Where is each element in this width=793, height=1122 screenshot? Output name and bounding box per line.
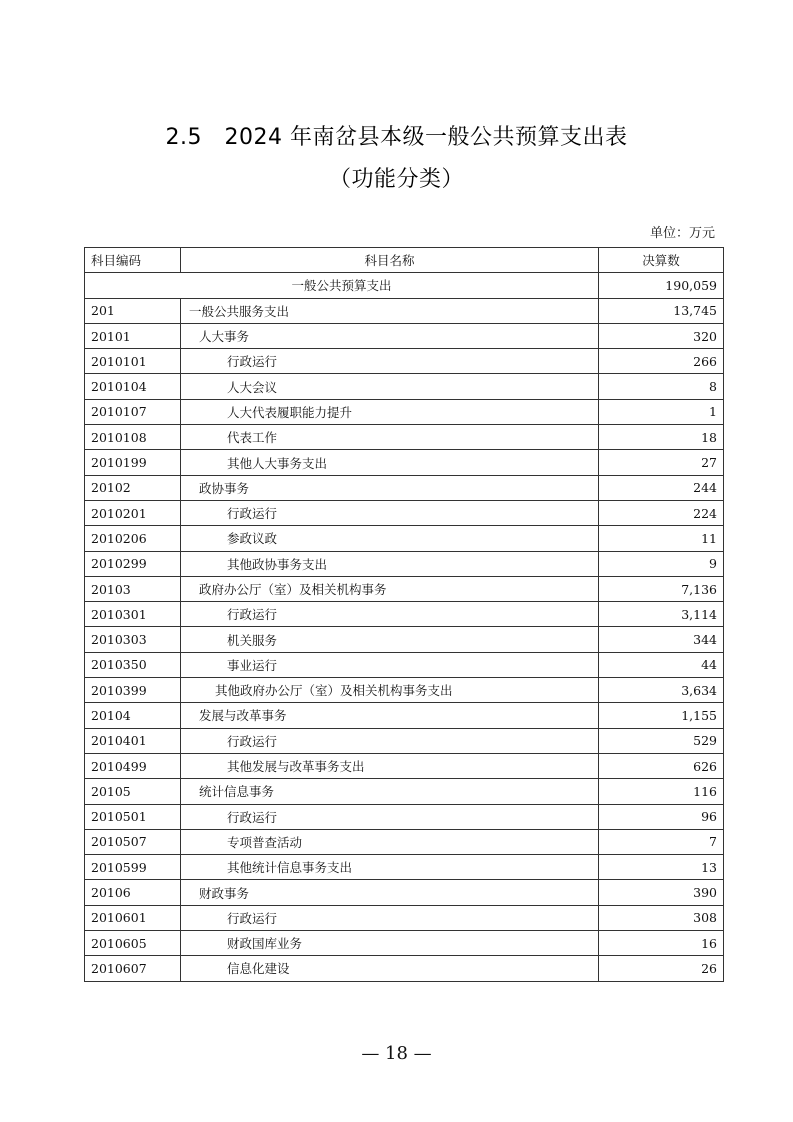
row-name: 行政运行 (181, 804, 599, 829)
row-value: 3,114 (599, 602, 724, 627)
row-value: 96 (599, 804, 724, 829)
row-value: 11 (599, 526, 724, 551)
table-row (85, 804, 724, 829)
row-name: 人大事务 (181, 323, 599, 348)
table-row (85, 576, 724, 601)
row-value: 44 (599, 652, 724, 677)
table-row (85, 425, 724, 450)
table-row (85, 956, 724, 981)
row-code: 2010206 (85, 526, 181, 551)
table-row (85, 855, 724, 880)
table-row (85, 298, 724, 323)
row-name: 人大会议 (181, 374, 599, 399)
row-name: 其他政协事务支出 (181, 551, 599, 576)
row-value: 1 (599, 399, 724, 424)
row-code: 20105 (85, 779, 181, 804)
row-value: 7 (599, 829, 724, 854)
row-name: 发展与改革事务 (181, 703, 599, 728)
row-code: 2010201 (85, 500, 181, 525)
row-value: 13,745 (599, 298, 724, 323)
row-name: 行政运行 (181, 500, 599, 525)
row-name: 其他政府办公厅（室）及相关机构事务支出 (181, 678, 599, 703)
table-row (85, 905, 724, 930)
row-code: 2010350 (85, 652, 181, 677)
table-row (85, 526, 724, 551)
row-value: 16 (599, 931, 724, 956)
budget-table (84, 247, 724, 982)
row-name: 代表工作 (181, 425, 599, 450)
row-name: 行政运行 (181, 728, 599, 753)
table-row (85, 627, 724, 652)
row-value: 224 (599, 500, 724, 525)
row-value: 266 (599, 349, 724, 374)
row-code: 201 (85, 298, 181, 323)
row-code: 2010401 (85, 728, 181, 753)
total-name: 一般公共预算支出 (85, 273, 599, 298)
page-subtitle: （功能分类） (328, 167, 464, 192)
unit-label: 单位：万元 (649, 226, 715, 241)
table-row (85, 728, 724, 753)
row-code: 2010605 (85, 931, 181, 956)
row-value: 8 (599, 374, 724, 399)
row-value: 308 (599, 905, 724, 930)
table-row (85, 779, 724, 804)
table-row (85, 652, 724, 677)
table-row (85, 475, 724, 500)
row-name: 统计信息事务 (181, 779, 599, 804)
row-code: 2010199 (85, 450, 181, 475)
row-code: 2010104 (85, 374, 181, 399)
row-name: 一般公共服务支出 (181, 298, 599, 323)
table-row (85, 323, 724, 348)
row-name: 事业运行 (181, 652, 599, 677)
row-code: 2010501 (85, 804, 181, 829)
row-name: 其他发展与改革事务支出 (181, 753, 599, 778)
row-name: 财政国库业务 (181, 931, 599, 956)
row-value: 27 (599, 450, 724, 475)
header-value: 决算数 (599, 248, 724, 273)
row-name: 行政运行 (181, 905, 599, 930)
row-value: 116 (599, 779, 724, 804)
row-value: 529 (599, 728, 724, 753)
row-name: 其他人大事务支出 (181, 450, 599, 475)
row-value: 344 (599, 627, 724, 652)
row-value: 390 (599, 880, 724, 905)
table-row (85, 500, 724, 525)
table-header-row (85, 248, 724, 273)
row-code: 2010601 (85, 905, 181, 930)
table-row (85, 931, 724, 956)
table-row (85, 551, 724, 576)
row-name: 其他统计信息事务支出 (181, 855, 599, 880)
row-code: 2010599 (85, 855, 181, 880)
row-name: 机关服务 (181, 627, 599, 652)
table-row (85, 450, 724, 475)
row-code: 2010499 (85, 753, 181, 778)
row-value: 18 (599, 425, 724, 450)
row-code: 2010507 (85, 829, 181, 854)
row-value: 13 (599, 855, 724, 880)
row-name: 专项普查活动 (181, 829, 599, 854)
row-name: 政府办公厅（室）及相关机构事务 (181, 576, 599, 601)
row-code: 20101 (85, 323, 181, 348)
row-code: 20104 (85, 703, 181, 728)
row-name: 财政事务 (181, 880, 599, 905)
row-value: 1,155 (599, 703, 724, 728)
row-code: 20102 (85, 475, 181, 500)
row-code: 2010108 (85, 425, 181, 450)
row-value: 320 (599, 323, 724, 348)
row-code: 2010303 (85, 627, 181, 652)
table-row (85, 753, 724, 778)
header-code: 科目编码 (85, 248, 181, 273)
page-number: — 18 — (361, 1043, 432, 1064)
row-name: 行政运行 (181, 349, 599, 374)
row-name: 信息化建设 (181, 956, 599, 981)
row-code: 2010301 (85, 602, 181, 627)
row-code: 20106 (85, 880, 181, 905)
row-code: 2010101 (85, 349, 181, 374)
total-row (85, 273, 724, 298)
table-row (85, 602, 724, 627)
row-name: 行政运行 (181, 602, 599, 627)
row-name: 参政议政 (181, 526, 599, 551)
row-code: 2010399 (85, 678, 181, 703)
row-value: 7,136 (599, 576, 724, 601)
table-row (85, 374, 724, 399)
row-code: 20103 (85, 576, 181, 601)
row-value: 3,634 (599, 678, 724, 703)
table-row (85, 880, 724, 905)
row-value: 244 (599, 475, 724, 500)
table-row (85, 349, 724, 374)
row-code: 2010607 (85, 956, 181, 981)
page-title: 2.5 2024 年南岔县本级一般公共预算支出表 (165, 125, 628, 150)
row-code: 2010107 (85, 399, 181, 424)
row-name: 人大代表履职能力提升 (181, 399, 599, 424)
header-name: 科目名称 (181, 248, 599, 273)
row-value: 26 (599, 956, 724, 981)
row-code: 2010299 (85, 551, 181, 576)
table-row (85, 678, 724, 703)
table-row (85, 829, 724, 854)
row-name: 政协事务 (181, 475, 599, 500)
total-value: 190,059 (599, 273, 724, 298)
row-value: 626 (599, 753, 724, 778)
table-row (85, 399, 724, 424)
row-value: 9 (599, 551, 724, 576)
table-row (85, 703, 724, 728)
